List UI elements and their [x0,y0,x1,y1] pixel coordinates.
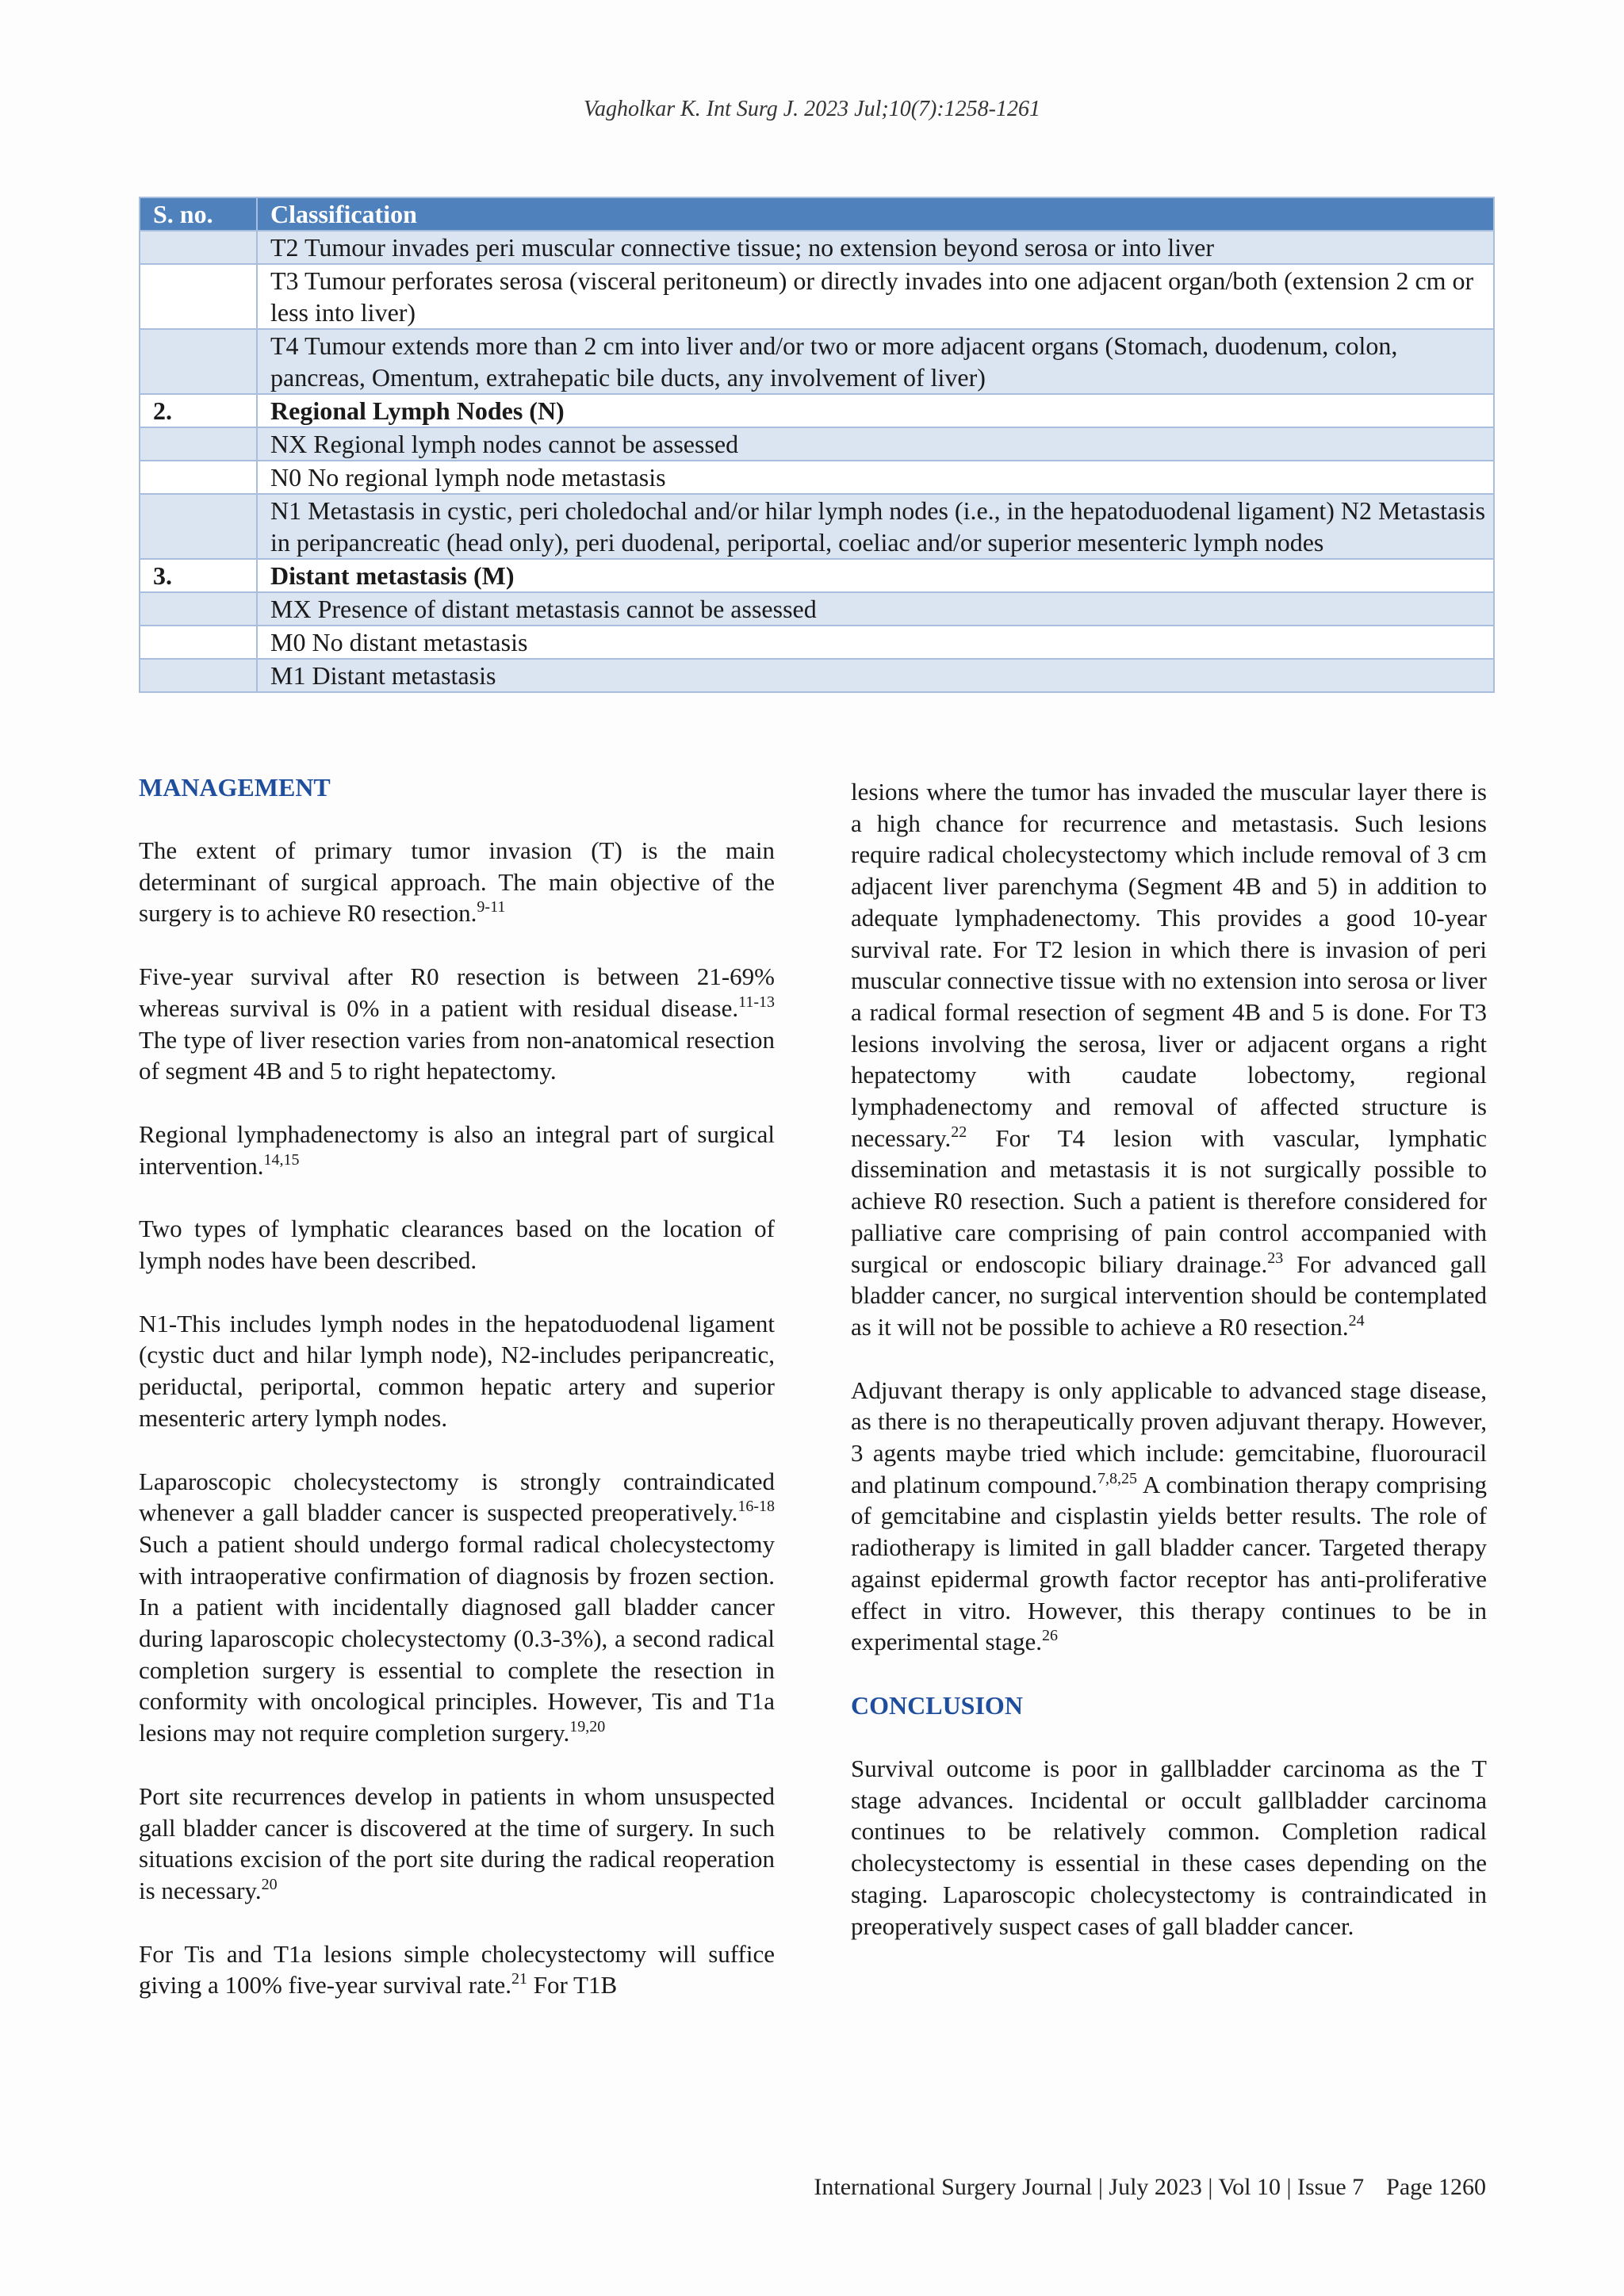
conclusion-paragraph: Survival outcome is poor in gallbladder carcinoma as the T stage advances. Incidental or occult gallbladder carcinoma continues to be relatively common. Completion radical cholecystectomy is essential in these cases depending on the staging. Laparoscopic cholecystectomy is contraindicated in preoperatively suspect cases of gall bladder cancer. [851,1754,1487,1940]
table-row [140,592,1494,626]
row-text: NX Regional lymph nodes cannot be assessed [257,427,1494,461]
row-text: T3 Tumour perforates serosa (visceral peritoneum) or directly invades into one adjacent organ/both (extension 2 cm or less into liver) [257,264,1494,329]
table-row [140,231,1494,264]
row-number [140,659,257,692]
table-row [140,559,1494,592]
citation-ref: 20 [261,1875,278,1893]
tnm-classification-table [139,197,1495,693]
row-number [140,592,257,626]
citation-ref: 22 [951,1123,967,1141]
left-column [139,771,775,2001]
table-row [140,461,1494,494]
table-row [140,329,1494,394]
management-heading: MANAGEMENT [139,773,331,802]
citation-ref: 21 [511,1970,527,1988]
row-text: T4 Tumour extends more than 2 cm into liver and/or two or more adjacent organs (Stomach, duodenum, colon, pancreas, Omentum, extrahepatic bile ducts, any involvement of liver) [257,329,1494,394]
row-number [140,231,257,264]
row-number [140,264,257,329]
row-text: M0 No distant metastasis [257,626,1494,659]
row-number: 3. [140,559,257,592]
page-number: Page 1260 [1386,2174,1486,2200]
row-text: T2 Tumour invades peri muscular connective tissue; no extension beyond serosa or into liver [257,231,1494,264]
citation-ref: 19,20 [569,1718,606,1736]
paragraph: Regional lymphadenectomy is also an integral part of surgical intervention.$^{14,15}$ [139,1119,775,1180]
right-column [851,776,1487,1973]
running-head: Vagholkar K. Int Surg J. 2023 Jul;10(7):1258-1261 [584,97,1040,121]
paragraph: Five-year survival after R0 resection is between 21-69% whereas survival is 0% in a patient with residual disease.$^{11-13}$ The type of liver resection varies from non-anatomical resection of segment 4B and 5 to right hepatectomy. [139,962,775,1085]
paragraph: Adjuvant therapy is only applicable to advanced stage disease, as there is no therapeutically proven adjuvant therapy. However, 3 agents maybe tried which include: gemcitabine, fluorouracil and platinum compound.$^{7,8,25}$ A combination therapy comprising of gemcitabine and cisplastin yields better results. The role of radiotherapy is limited in gall bladder cancer. Targeted therapy against epidermal growth factor receptor has anti-proliferative effect in vitro. However, this therapy continues to be in experimental stage.$^{26}$ [851,1376,1487,1656]
conclusion-heading: CONCLUSION [851,1690,1023,1720]
table-row [140,659,1494,692]
row-text: MX Presence of distant metastasis cannot be assessed [257,592,1494,626]
citation-ref: 14,15 [263,1150,300,1169]
citation-ref: 26 [1042,1627,1059,1645]
paragraph: Two types of lymphatic clearances based on the location of lymph nodes have been described. [139,1215,775,1275]
row-text: M1 Distant metastasis [257,659,1494,692]
row-section-title: Distant metastasis (M) [257,559,1494,592]
citation-ref: 11-13 [738,993,775,1011]
row-section-title: Regional Lymph Nodes (N) [257,394,1494,427]
row-number: 2. [140,394,257,427]
citation-ref: 24 [1348,1311,1365,1330]
page-footer [814,2174,1486,2201]
row-text: N1 Metastasis in cystic, peri choledochal and/or hilar lymph nodes (i.e., in the hepatoduodenal ligament) N2 Metastasis in peripancreatic (head only), peri duodenal, periportal, coeliac and/or superior mesenteric lymph nodes [257,494,1494,559]
paragraph: Laparoscopic cholecystectomy is strongly contraindicated whenever a gall bladder cancer is suspected preoperatively.$^{16-18}$ Such a patient should undergo formal radical cholecystectomy with intraoperative confirmation of diagnosis by frozen section. In a patient with incidentally diagnosed gall bladder cancer during laparoscopic cholecystectomy (0.3-3%), a second radical completion surgery is essential to complete the resection in conformity with oncological principles. However, Tis and T1a lesions may not require completion surgery.$^{19,20}$ [139,1467,775,1747]
row-number [140,461,257,494]
header-sno: S. no. [140,197,257,231]
citation-ref: 7,8,25 [1097,1469,1137,1487]
paragraph: The extent of primary tumor invasion (T) is the main determinant of surgical approach. The main objective of the surgery is to achieve R0 resection.$^{9-11}$ [139,836,775,928]
row-number [140,427,257,461]
table-row [140,394,1494,427]
row-number [140,494,257,559]
table-row [140,494,1494,559]
paragraph: lesions where the tumor has invaded the muscular layer there is a high chance for recurrence and metastasis. Such lesions require radical cholecystectomy which include removal of 3 cm adjacent liver parenchyma (Segment 4B and 5) in addition to adequate lymphadenectomy. This provides a good 10-year survival rate. For T2 lesion in which there is invasion of peri muscular connective tissue with no extension into serosa or liver a radical formal resection of segment 4B and 5 is done. For T3 lesions involving the serosa, liver or adjacent organs a right hepatectomy with caudate lobectomy, regional lymphadenectomy and removal of affected structure is necessary.$^{22}$ For T4 lesion with vascular, lymphatic dissemination and metastasis it is not surgically possible to achieve R0 resection. Such a patient is therefore considered for palliative care comprising of pain control accompanied with surgical or endoscopic biliary drainage.$^{23}$ For advanced gall bladder cancer, no surgical intervention should be contemplated as it will not be possible to achieve a R0 resection.$^{24}$ [851,778,1488,1341]
paragraph: Port site recurrences develop in patients in whom unsuspected gall bladder cancer is discovered at the time of surgery. In such situations excision of the port site during the radical reoperation is necessary.$^{20}$ [139,1781,775,1904]
table-row [140,264,1494,329]
citation-ref: 16-18 [737,1498,775,1516]
journal-info: International Surgery Journal | July 2023 | Vol 10 | Issue 7 [814,2174,1365,2200]
table-header-row [140,197,1494,231]
citation-ref: 9-11 [477,898,506,916]
row-number [140,329,257,394]
table-row [140,626,1494,659]
row-text: N0 No regional lymph node metastasis [257,461,1494,494]
table-row [140,427,1494,461]
citation-ref: 23 [1267,1249,1284,1267]
header-classification: Classification [257,197,1494,231]
paragraph: N1-This includes lymph nodes in the hepatoduodenal ligament (cystic duct and hilar lymph node), N2-includes peripancreatic, periductal, periportal, common hepatic artery and superior mesenteric artery lymph nodes. [139,1309,775,1432]
row-number [140,626,257,659]
paragraph: For Tis and T1a lesions simple cholecystectomy will suffice giving a 100% five-year survival rate.$^{21}$ For T1B [139,1939,775,1999]
